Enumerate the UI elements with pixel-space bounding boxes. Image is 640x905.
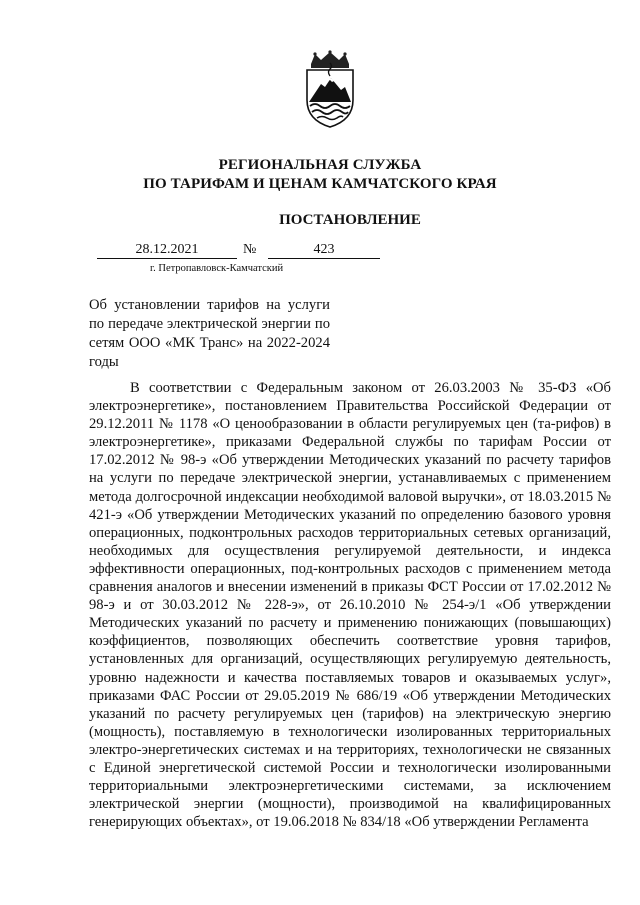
number-sign: № <box>243 242 257 257</box>
issuing-authority <box>0 156 640 194</box>
kamchatka-coat-of-arms-icon <box>297 50 363 128</box>
document-date: 28.12.2021 <box>97 241 237 259</box>
place-of-issue: г. Петропавловск-Камчатский <box>150 263 284 274</box>
authority-line-1: РЕГИОНАЛЬНАЯ СЛУЖБА <box>218 157 422 173</box>
document-number: 423 <box>268 241 380 259</box>
document-subject: Об установлении тарифов на услуги по передаче электрической энергии по сетям ООО «МК Транс» на 2022-2024 годы <box>89 297 330 370</box>
preamble-paragraph: В соответствии с Федеральным законом от 26.03.2003 № 35-ФЗ «Об электроэнергетике», постановлением Правительства Российской Федерации от 29.12.2011 № 1178 «О ценообразовании в области регулируемых цен (та-рифов) в электроэнергетике», приказами Федеральной службы по тарифам России от 17.02.2012 № 98-э «Об утверждении Методических указаний по расчету тарифов на услуги по передаче электрической энергии, устанавливаемых с применением метода долгосрочной индексации необходимой валовой выручки», от 18.03.2015 № 421-э «Об утверждении Методических указаний по определению базового уровня операционных, подконтрольных расходов территориальных сетевых организаций, необходимых для осуществления регулируемой деятельности, и индекса эффективности операционных, под-контрольных расходов с применением метода сравнения аналогов и внесении изменений в приказы ФСТ России от 17.02.2012 № 98-э и от 30.03.2012 № 228-э», от 26.10.2010 № 254-э/1 «Об утверждении Методических указаний по расчету и применению понижающих (повышающих) коэффициентов, позволяющих обеспечить соответствие уровня тарифов, установленных для организаций, осуществляющих регулируемую деятельность, уровню надежности и качества поставляемых товаров и оказываемых услуг», приказами ФАС России от 29.05.2019 № 686/19 «Об утверждении Методических указаний по расчету регулируемых цен (тарифов) на электрическую энергию (мощность), поставляемую в технологически изолированных территориальных электро-энергетических системах и на территориях, технологически не связанных с Единой энергетической системой России и технологически изолированными территориальными электроэнергетическими системами, за исключением электрической энергии (мощности), производимой на квалифицированных генерирующих объектах», от 19.06.2018 № 834/18 «Об утверждении Регламента <box>89 380 611 831</box>
document-type-title: ПОСТАНОВЛЕНИЕ <box>279 212 421 228</box>
authority-line-2: ПО ТАРИФАМ И ЦЕНАМ КАМЧАТСКОГО КРАЯ <box>143 176 497 192</box>
